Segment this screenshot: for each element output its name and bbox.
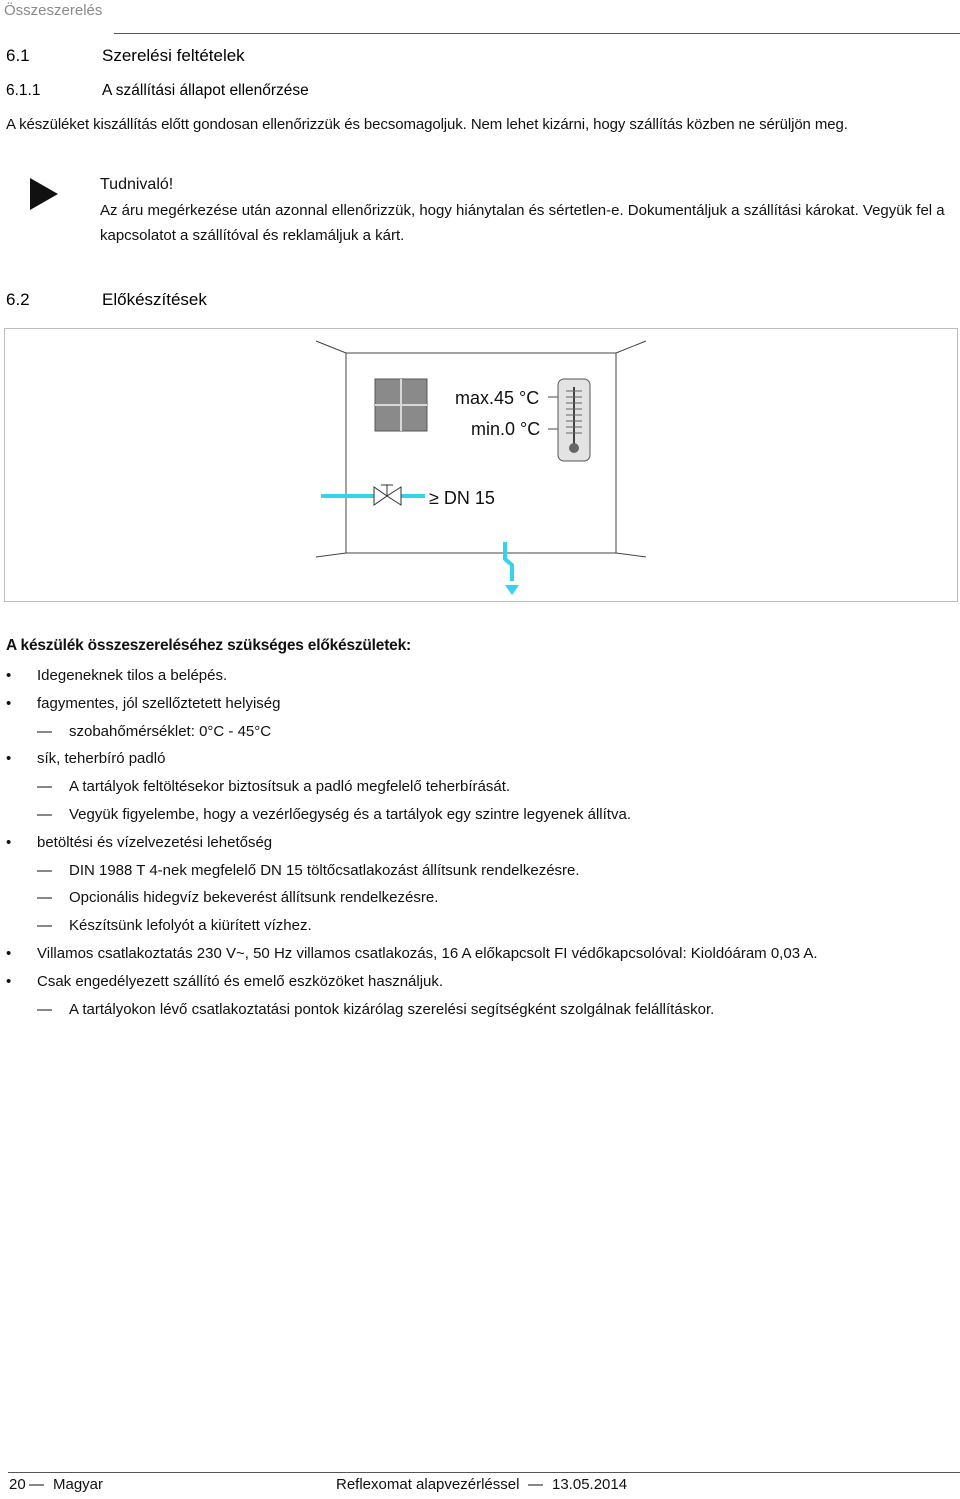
- footer-dash: —: [528, 1476, 543, 1493]
- footer-date: 13.05.2014: [552, 1476, 628, 1493]
- bullet-icon: •: [6, 972, 12, 990]
- list-item-text: DIN 1988 T 4-nek megfelelő DN 15 töltőcsatlakozást állítsunk rendelkezésre.: [69, 861, 580, 879]
- min-temperature-label: min.0 °C: [471, 419, 541, 439]
- thermometer-icon: [558, 379, 590, 461]
- sub-item: [6, 912, 951, 940]
- room-diagram-svg: [5, 329, 957, 601]
- running-header: Összeszerelés: [4, 2, 103, 19]
- list-item-text: Vegyük figyelembe, hogy a vezérlőegység és a tartályok egy szintre legyenek állítva.: [69, 805, 631, 823]
- max-temperature-label: max.45 °C: [455, 388, 540, 408]
- list-item-text: Idegeneknek tilos a belépés.: [37, 667, 228, 684]
- list-item-text: A tartályokon lévő csatlakoztatási pontok kizárólag szerelési segítségként szolgálnak felállításkor.: [69, 1000, 715, 1018]
- dash-icon: —: [37, 917, 52, 935]
- sub-item: [6, 996, 951, 1024]
- drain-pipe-line: [505, 542, 519, 595]
- notice-body: Az áru megérkezése után azonnal ellenőrizzük, hogy hiánytalan és sértetlen-e. Dokumentáljuk a szállítási károkat. Vegyük fel a kapcsolatot a szállítóval és reklamáljuk a kárt.: [100, 202, 945, 244]
- delivery-paragraph: A készüléket kiszállítás előtt gondosan ellenőrizzük és becsomagoljuk. Nem lehet kizárni, hogy szállítás közben ne sérüljön meg.: [6, 116, 848, 133]
- section-number: 6.1.1: [6, 82, 41, 99]
- bullet-item: [6, 940, 951, 968]
- room-outline: [316, 341, 646, 557]
- section-title: A szállítási állapot ellenőrzése: [102, 82, 309, 99]
- dash-icon: —: [37, 722, 52, 740]
- window-icon: [375, 379, 427, 431]
- bullet-item: [6, 690, 951, 718]
- dash-icon: —: [37, 805, 52, 823]
- dash-icon: —: [37, 1000, 52, 1018]
- list-item-text: szobahőmérséklet: 0°C - 45°C: [69, 722, 272, 740]
- footer-page-number: 20: [9, 1476, 26, 1493]
- valve-icon: [374, 485, 401, 505]
- section-heading-6-1-1: [6, 82, 309, 100]
- section-title: Szerelési feltételek: [102, 46, 245, 65]
- list-item-text: A tartályok feltöltésekor biztosítsuk a padló megfelelő teherbírását.: [69, 778, 511, 796]
- footer-dash: —: [29, 1476, 44, 1493]
- dash-icon: —: [37, 861, 52, 879]
- sub-item: [6, 718, 951, 746]
- notice-box: [100, 176, 955, 248]
- preparations-list: [6, 662, 951, 1023]
- section-number: 6.1: [6, 46, 30, 65]
- sub-item: [6, 884, 951, 912]
- arrow-right-icon: [30, 178, 58, 210]
- footer-product: Reflexomat alapvezérléssel: [336, 1476, 520, 1493]
- sub-item: [6, 773, 951, 801]
- bullet-icon: •: [6, 944, 12, 962]
- bullet-icon: •: [6, 750, 12, 768]
- header-rule: [114, 33, 960, 34]
- preparations-title: A készülék összeszereléséhez szükséges előkészületek:: [6, 637, 411, 654]
- bullet-item: [6, 968, 951, 996]
- installation-room-diagram: [4, 328, 958, 602]
- section-title: Előkészítések: [102, 290, 207, 309]
- list-item-text: betöltési és vízelvezetési lehetőség: [37, 833, 273, 851]
- bullet-icon: •: [6, 667, 12, 684]
- bullet-item: [6, 829, 951, 857]
- sub-item: [6, 857, 951, 885]
- list-item-text: Opcionális hidegvíz bekeverést állítsunk rendelkezésre.: [69, 889, 439, 907]
- list-item-text: fagymentes, jól szellőztetett helyiség: [37, 694, 281, 712]
- bullet-item: [6, 662, 951, 690]
- bullet-item: [6, 745, 951, 773]
- bullet-icon: •: [6, 833, 12, 851]
- section-heading-6-1: [6, 46, 245, 66]
- dn-size-label: ≥ DN 15: [429, 488, 495, 508]
- list-item-text: sík, teherbíró padló: [37, 750, 166, 768]
- footer-rule: [8, 1472, 960, 1473]
- notice-title: Tudnivaló!: [100, 176, 174, 193]
- section-heading-6-2: [6, 290, 207, 310]
- list-item-text: Villamos csatlakoztatás 230 V~, 50 Hz villamos csatlakozás, 16 A előkapcsolt FI védőkapcsolóval: Kioldóáram 0,03 A.: [37, 944, 818, 962]
- list-item-text: Készítsünk lefolyót a kiürített vízhez.: [69, 917, 312, 935]
- footer-language: Magyar: [53, 1476, 104, 1493]
- dash-icon: —: [37, 889, 52, 907]
- sub-item: [6, 801, 951, 829]
- bullet-icon: •: [6, 694, 12, 712]
- list-item-text: Csak engedélyezett szállító és emelő eszközöket használjuk.: [37, 972, 444, 990]
- dash-icon: —: [37, 778, 52, 796]
- section-number: 6.2: [6, 290, 30, 309]
